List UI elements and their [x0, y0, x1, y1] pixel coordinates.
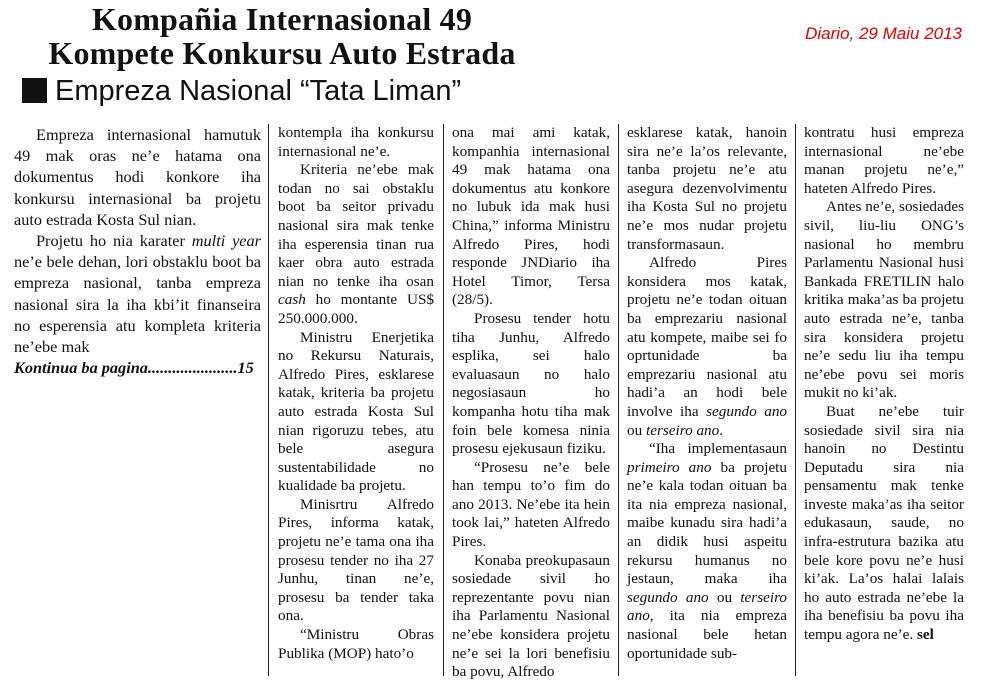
paragraph: ona mai ami katak, kompanhia internasional 49 mak hatama ona dokumentus atu konkore no lubuk ida mak husi China,” informa Ministru Alfredo Pires, hodi responde JNDiario iha Hotel Timor, Tersa (28/5). [452, 124, 610, 309]
subheadline [22, 74, 542, 108]
column-divider-1 [268, 124, 269, 676]
article-column-2 [278, 124, 434, 663]
article-column-4 [627, 124, 787, 663]
paragraph: Alfredo Pires konsidera mos katak, projetu ne’e todan oituan ba emprezariu nasional atu kompete, maibe sei fo oprtunidade ba emprezariu nasional atu hadi’a an hodi bele involve iha segundo ano ou terseiro ano. [627, 254, 788, 439]
article-column-1 [14, 124, 261, 378]
paragraph: esklarese katak, hanoin sira ne’e la’os relevante, tanba projetu ne’e atu asegura dezenvolvimentu iha Kosta Sul no projetu ne’e mos nudar projetu transformasaun. [627, 124, 787, 253]
headline-block [22, 2, 542, 108]
paragraph: “Ministru Obras Publika (MOP) hato’o [278, 626, 434, 662]
column-divider-4 [795, 124, 796, 676]
headline-line-2: Kompete Konkursu Auto Estrada [48, 35, 516, 71]
paragraph: Ministru Enerjetika no Rekursu Naturais, Alfredo Pires, esklarese katak, kriteria ba projetu auto estrada Kosta Sul nian rigoruzu tebes, atu bele asegura sustentabilidade no kualidade ba projetu. [278, 328, 434, 495]
continuation-link[interactable]: Kontinua ba pagina......................15 [14, 358, 254, 378]
paragraph: “Iha implementasaun primeiro ano ba projetu ne’e kala todan oituan ba ita nia empreza nasional, maibe kunadu sira hadi’a an didik husi aspeitu rekursu humanus no jestaun, maka iha segundo ano ou terseiro ano, ita nia empreza nasional bele hetan oportunidade sub- [627, 440, 788, 662]
paragraph: Projetu ho nia karater multi year ne’e bele dehan, lori obstaklu boot ba empreza nasional, tanba empreza nasional sira la iha kbi’it finanseira no esperensia atu kompleta kriteria ne’ebe mak [14, 231, 262, 357]
paragraph: kontratu husi empreza internasional ne’ebe manan projetu ne’e,” hateten Alfredo Pires. [804, 124, 964, 197]
paragraph: kontempla iha konkursu internasional ne’e. [278, 124, 434, 160]
bullet-square-icon [22, 78, 47, 103]
paragraph: Prosesu tender hotu tiha Junhu, Alfredo esplika, sei halo evaluasaun no halo negosiasaun ho kompanha hotu tiha mak foin bele komesa ninia prosesu ejekusaun fiziku. [452, 309, 610, 458]
paragraph: Kriteria ne’ebe mak todan no sai obstaklu boot ba seitor privadu nasional sira mak tenke iha esperensia tinan rua kaer obra auto estrada nian no tenke iha osan cash ho montante US$ 250.000.000. [278, 161, 434, 327]
headline-line-1: Kompañia Internasional 49 [91, 1, 473, 37]
subheadline-text: Empreza Nasional “Tata Liman” [55, 75, 462, 107]
paragraph: Antes ne’e, sosiedades sivil, liu-liu ONG’s nasional ho membru Parlamentu Nasional husi Bankada FRETILIN halo kritika maka’as ba projetu auto estrada ne’e, tanba sira konsidera projetu ne’e sedu liu iha tempu ne’ebe povu sei moris mukit no ki’ak. [804, 198, 964, 402]
article-column-3 [452, 124, 610, 682]
paragraph: Konaba preokupasaun sosiedade sivil ho reprezentante povu nian iha Parlamentu Nasional ne’ebe konsidera projetu ne’e sei la lori benefisiu ba povu, Alfredo [452, 551, 610, 681]
paragraph: Buat ne’ebe tuir sosiedade sivil sira nia hanoin no Destintu Deputadu sira nia pensamentu mak tenke investe maka’as iha seitor edukasaun, saude, no infra-estrutura bazika atu bele kore povu ne’e husi ki’ak. La’os halai lalais ho auto estrada ne’ebe la iha benefisiu ba povu iha tempu agora ne’e. sel [804, 402, 964, 644]
author-signoff: sel [917, 626, 934, 644]
paragraph: “Prosesu ne’e bele han tempu to’o fim do ano 2013. Ne’ebe ita hein took lai,” hateten Alfredo Pires. [452, 458, 610, 551]
paragraph: Minisrtru Alfredo Pires, informa katak, projetu ne’e tama ona iha prosesu tender no iha 27 Junhu, tinan ne’e, prosesu ba tender taka ona. [278, 495, 434, 625]
paragraph: Empreza internasional hamutuk 49 mak oras ne’e hatama ona dokumentus hodi konkore iha konkursu internasional ba projetu auto estrada Kosta Sul nian. [14, 125, 261, 229]
column-divider-3 [618, 124, 619, 676]
column-divider-2 [443, 124, 444, 676]
dateline: Diario, 29 Maiu 2013 [805, 24, 962, 43]
article-column-5 [804, 124, 964, 645]
